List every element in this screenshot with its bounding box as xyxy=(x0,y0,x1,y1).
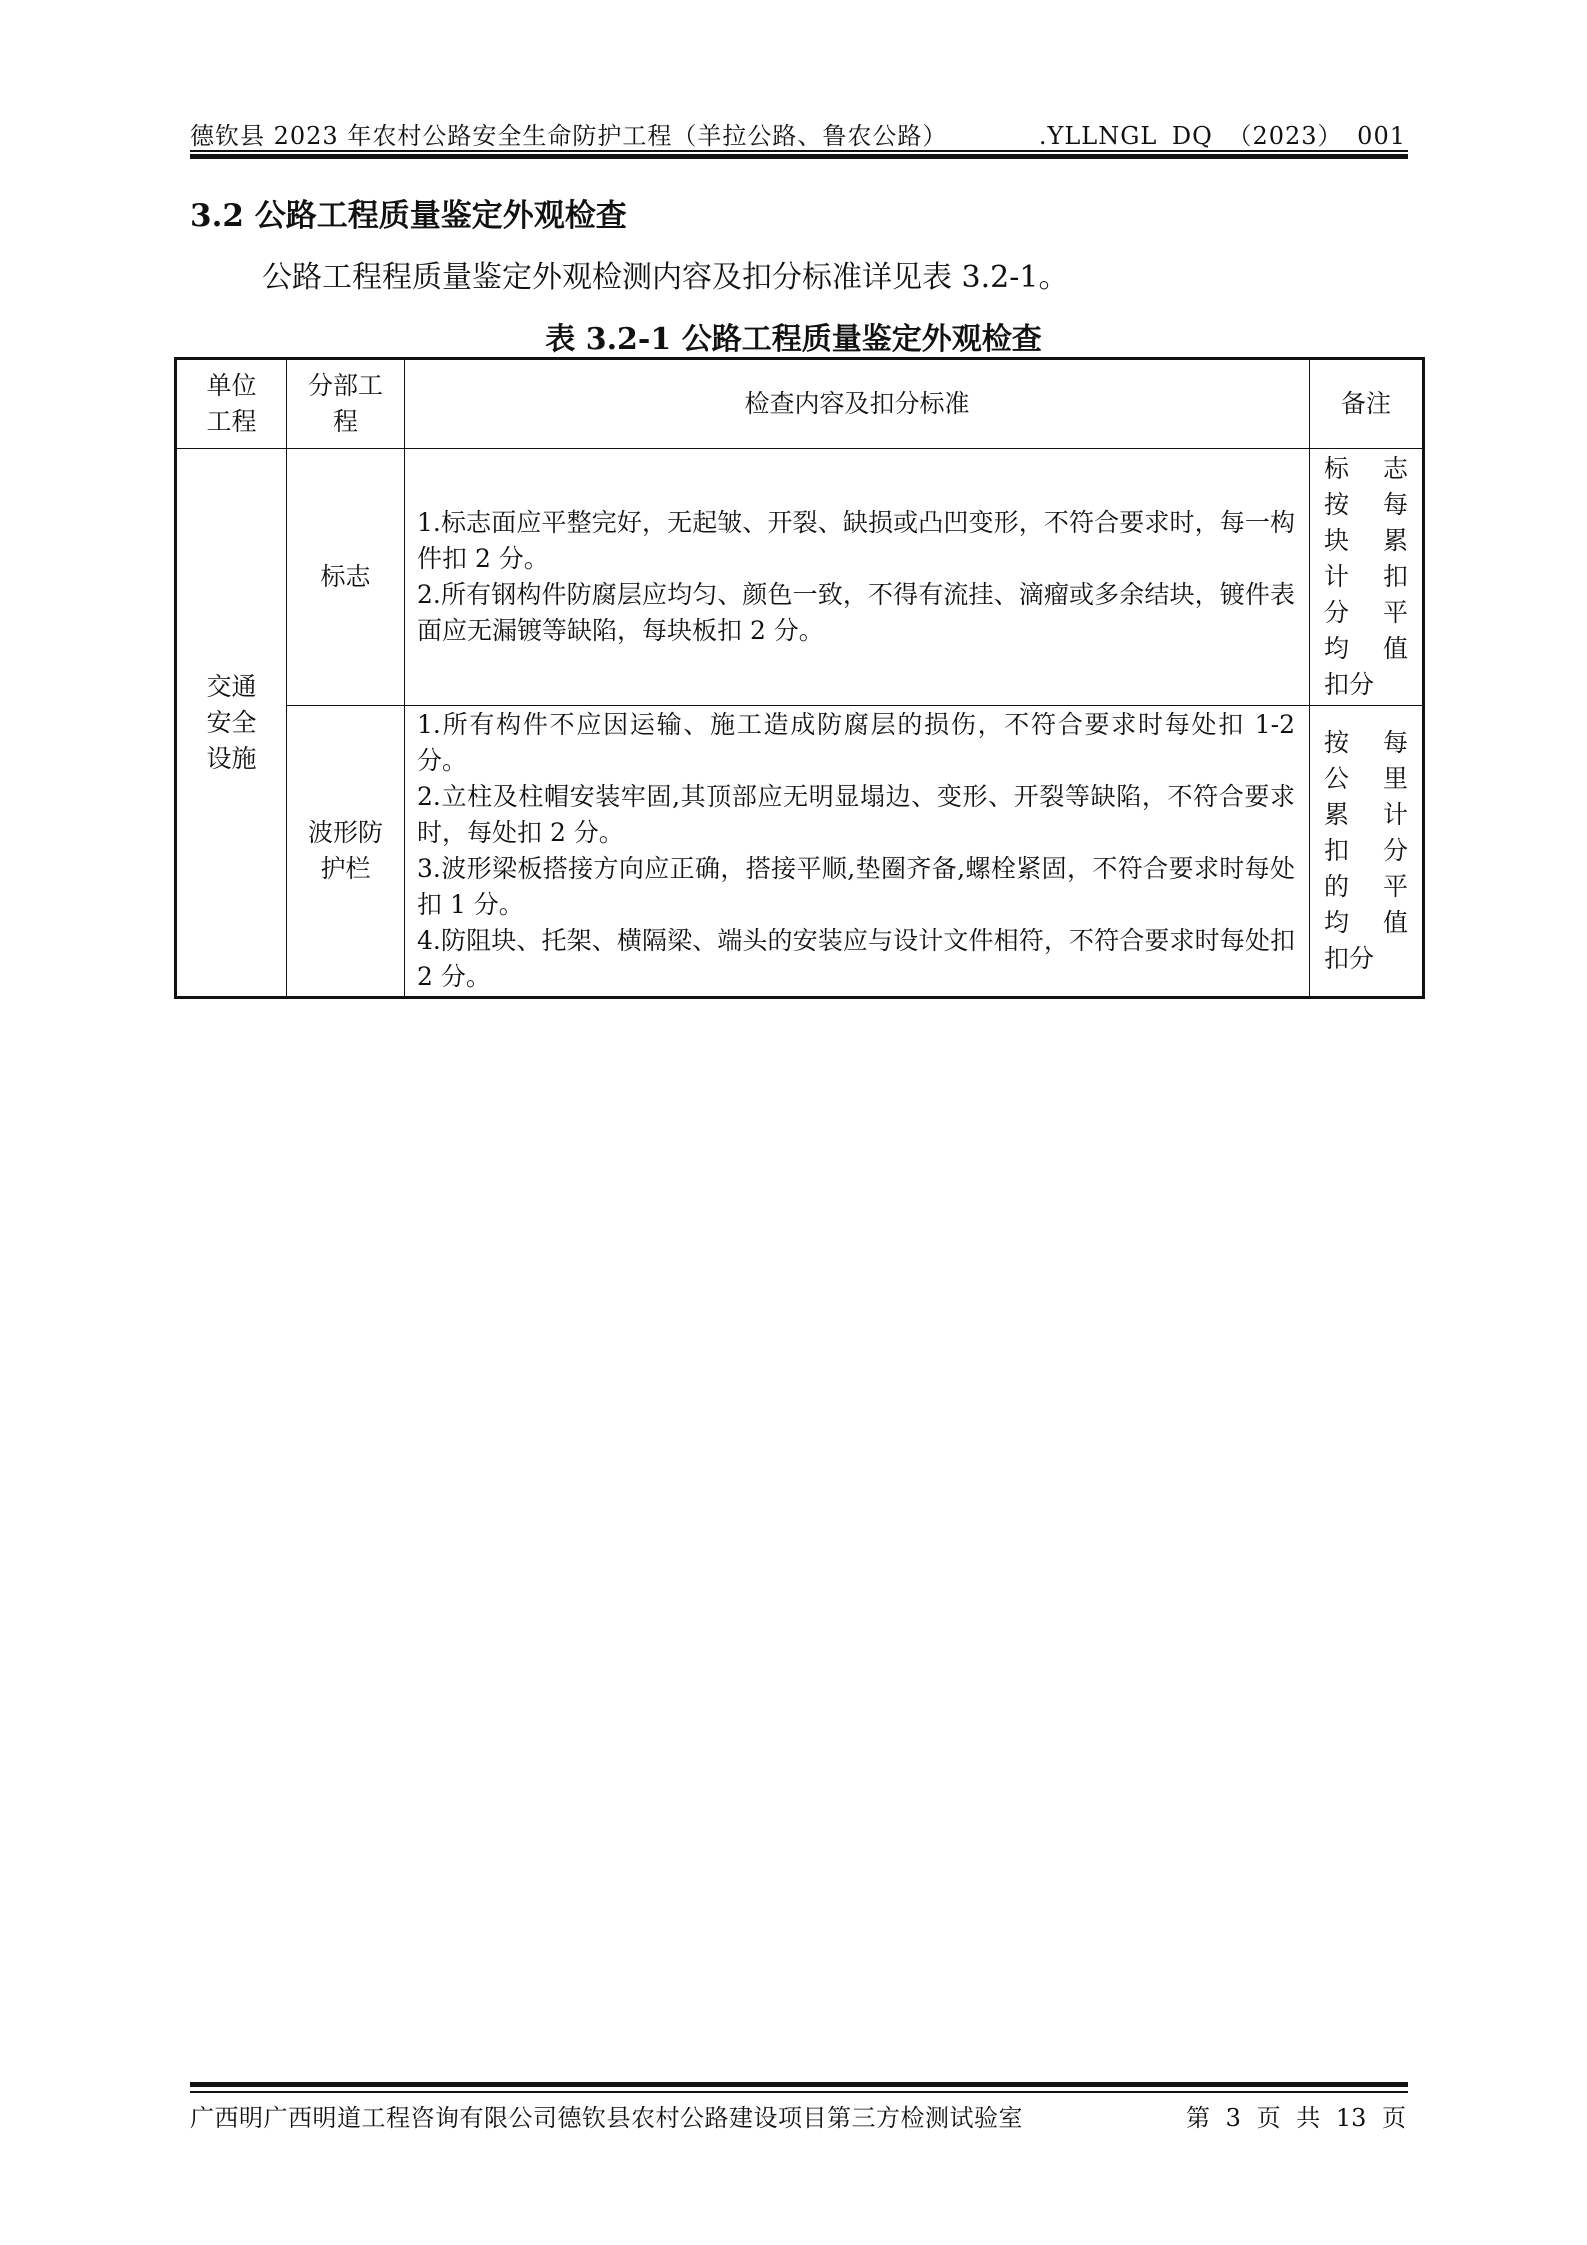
note-line: 按每 xyxy=(1324,490,1408,519)
table-row xyxy=(176,449,1424,706)
table-caption: 表 3.2-1 公路工程质量鉴定外观检查 xyxy=(545,322,1042,357)
criterion-item: 2.立柱及柱帽安装牢固,其顶部应无明显塌边、变形、开裂等缺陷，不符合要求时，每处扣 2 分。 xyxy=(417,782,1295,847)
header-note: 备注 xyxy=(1310,359,1424,449)
header-content: 检查内容及扣分标准 xyxy=(405,359,1310,449)
sub-project-cell xyxy=(287,706,405,998)
header-sub-line1: 分部工 xyxy=(307,371,383,400)
criterion-item: 2.所有钢构件防腐层应均匀、颜色一致，不得有流挂、滴瘤或多余结块，镀件表面应无漏镀等缺陷，每块板扣 2 分。 xyxy=(417,580,1295,645)
footer-rule-thick xyxy=(190,2082,1408,2087)
note-line: 扣分 xyxy=(1324,836,1408,865)
header-unit-line2: 工程 xyxy=(206,407,257,436)
note-line: 扣分 xyxy=(1324,670,1375,699)
content-cell xyxy=(405,706,1310,998)
note-line: 按每 xyxy=(1324,728,1408,757)
note-line: 的平 xyxy=(1324,872,1408,901)
unit-project-line: 设施 xyxy=(206,743,257,773)
note-line: 计扣 xyxy=(1324,562,1408,591)
note-line: 分平 xyxy=(1324,598,1408,627)
note-cell xyxy=(1310,706,1424,998)
note-line: 均值 xyxy=(1324,908,1408,937)
sub-project-line: 标志 xyxy=(320,562,371,591)
header-unit-project xyxy=(176,359,287,449)
criterion-item: 1.标志面应平整完好，无起皱、开裂、缺损或凸凹变形，不符合要求时，每一构件扣 2 分。 xyxy=(417,508,1295,573)
criterion-item: 3.波形梁板搭接方向应正确，搭接平顺,垫圈齐备,螺栓紧固，不符合要求时每处扣 1 分。 xyxy=(417,854,1295,919)
sub-project-cell xyxy=(287,449,405,706)
note-line: 扣分 xyxy=(1324,944,1375,973)
page-footer xyxy=(190,2094,1408,2130)
unit-project-line: 安全 xyxy=(206,707,257,737)
section-title: 3.2 公路工程质量鉴定外观检查 xyxy=(190,198,627,234)
page-number: 第 3 页 共 13 页 xyxy=(1186,2104,1406,2132)
footer-organization: 广西明广西明道工程咨询有限公司德钦县农村公路建设项目第三方检测试验室 xyxy=(190,2104,1023,2132)
sub-project-line: 护栏 xyxy=(320,854,371,883)
note-line: 标志 xyxy=(1324,454,1408,483)
table-row xyxy=(176,706,1424,998)
criterion-item: 4.防阻块、托架、横隔梁、端头的安装应与设计文件相符，不符合要求时每处扣 2 分。 xyxy=(417,926,1295,991)
header-document-code: .YLLNGL DQ （2023） 001 xyxy=(1038,122,1406,150)
header-project-title: 德钦县 2023 年农村公路安全生命防护工程（羊拉公路、鲁农公路） xyxy=(190,122,948,150)
header-rule-thick xyxy=(190,154,1408,159)
note-line: 累计 xyxy=(1324,800,1408,829)
sub-project-line: 波形防 xyxy=(307,818,383,847)
note-cell xyxy=(1310,449,1424,706)
note-line: 公里 xyxy=(1324,764,1408,793)
table-header-row xyxy=(176,359,1424,449)
note-line: 块累 xyxy=(1324,526,1408,555)
header-unit-line1: 单位 xyxy=(206,371,257,400)
unit-project-line: 交通 xyxy=(206,671,257,701)
footer-rule-thin xyxy=(190,2091,1408,2093)
section-intro: 公路工程程质量鉴定外观检测内容及扣分标准详见表 3.2-1。 xyxy=(262,260,1069,295)
note-line: 均值 xyxy=(1324,634,1408,663)
page-header xyxy=(190,112,1408,148)
criterion-item: 1.所有构件不应因运输、施工造成防腐层的损伤，不符合要求时每处扣 1-2 分。 xyxy=(417,710,1295,775)
content-cell xyxy=(405,449,1310,706)
header-rule-thin xyxy=(190,150,1408,152)
header-sub-line2: 程 xyxy=(332,407,358,436)
unit-project-cell xyxy=(176,449,287,998)
header-sub-project xyxy=(287,359,405,449)
inspection-table xyxy=(174,357,1425,999)
